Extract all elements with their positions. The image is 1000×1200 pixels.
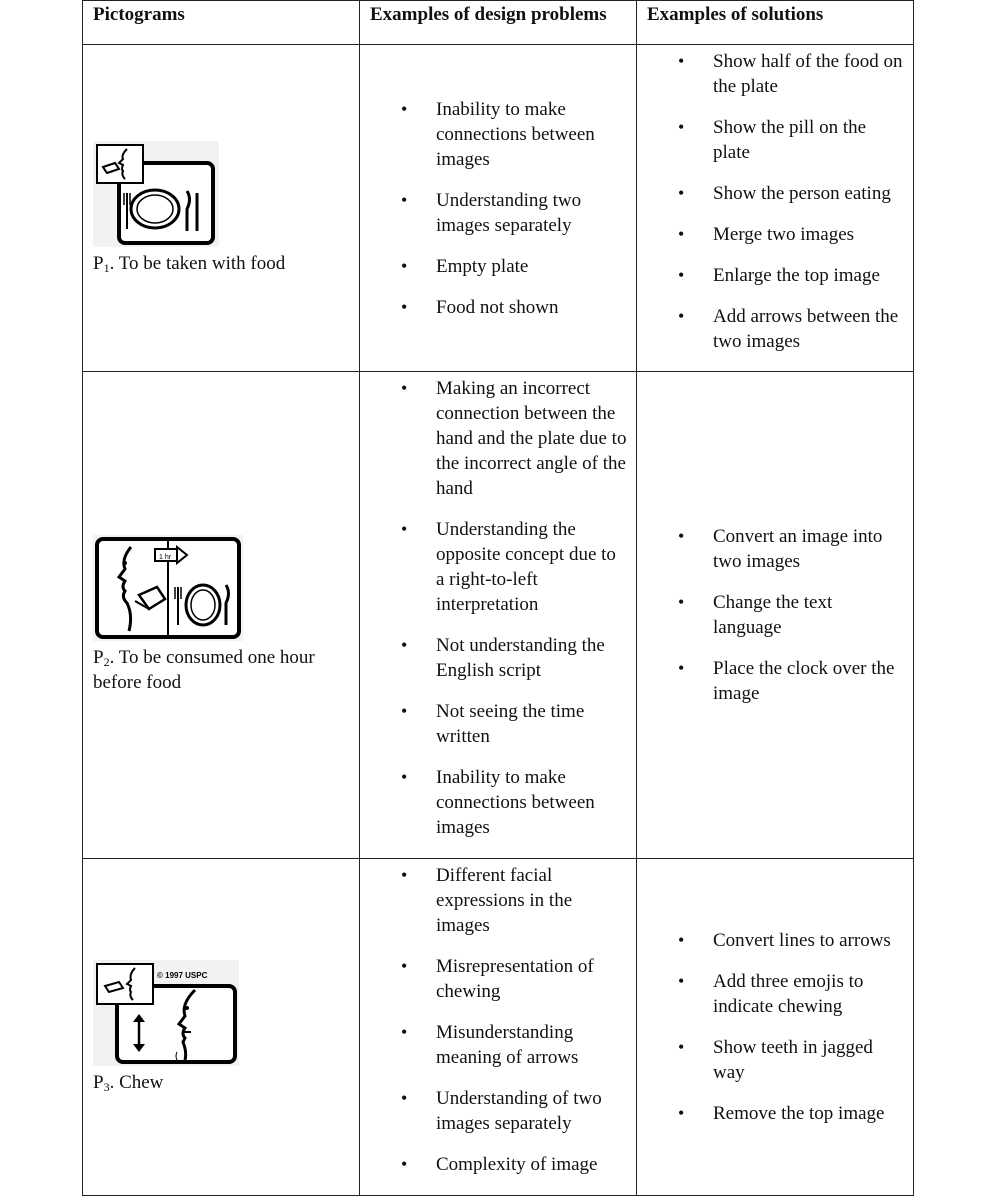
pictogram-cell <box>83 372 360 859</box>
table-row <box>83 45 914 372</box>
list-item: • Making an incorrect connection between the hand and the plate due to the incorrect angle of the hand <box>360 376 636 501</box>
table-row <box>83 372 914 859</box>
list-item: • Misrepresentation of chewing <box>360 954 636 1004</box>
list-item: • Inability to make connections between images <box>360 97 636 172</box>
time-label-icon: 1 hr <box>159 554 172 561</box>
pictogram-caption: $P_3$. Chew <box>93 1071 164 1094</box>
solutions-list <box>637 928 913 1126</box>
pictogram-caption: $P_2$. To be consumed one hour before food <box>93 647 315 693</box>
list-item: • Understanding the opposite concept due to a right-to-left interpretation <box>360 517 636 617</box>
list-item: • Show teeth in jagged way <box>637 1035 913 1085</box>
list-item: • Enlarge the top image <box>637 263 913 288</box>
solutions-list <box>637 49 913 354</box>
list-item: • Inability to make connections between images <box>360 765 636 840</box>
list-item: • Show the pill on the plate <box>637 115 913 165</box>
list-item: • Place the clock over the image <box>637 656 913 706</box>
solutions-cell <box>637 45 914 372</box>
pictogram-cell <box>83 859 360 1196</box>
list-item: • Not seeing the time written <box>360 699 636 749</box>
list-item: • Add three emojis to indicate chewing <box>637 969 913 1019</box>
list-item: • Understanding of two images separately <box>360 1086 636 1136</box>
pictogram-caption: $P_1$. To be taken with food <box>93 252 286 275</box>
list-item: • Change the text language <box>637 590 913 640</box>
table-row <box>83 859 914 1196</box>
header-row <box>83 1 914 45</box>
list-item: • Convert an image into two images <box>637 524 913 574</box>
list-item: • Misunderstanding meaning of arrows <box>360 1020 636 1070</box>
list-item: • Different facial expressions in the images <box>360 863 636 938</box>
pictogram-table <box>82 0 914 1196</box>
list-item: • Convert lines to arrows <box>637 928 913 953</box>
problems-cell <box>360 859 637 1196</box>
list-item: • Show the person eating <box>637 181 913 206</box>
problems-list <box>360 97 636 320</box>
list-item: • Merge two images <box>637 222 913 247</box>
chew-pictogram-icon <box>93 960 359 1066</box>
list-item: • Complexity of image <box>360 1152 636 1177</box>
list-item: • Not understanding the English script <box>360 633 636 683</box>
take-with-food-pictogram-icon <box>93 141 359 247</box>
solutions-list <box>637 524 913 706</box>
header-solutions: Examples of solutions <box>637 1 914 45</box>
problems-list <box>360 376 636 840</box>
header-design-problems: Examples of design problems <box>360 1 637 45</box>
list-item: • Food not shown <box>360 295 636 320</box>
list-item: • Add arrows between the two images <box>637 304 913 354</box>
one-hour-before-food-pictogram-icon <box>93 535 359 641</box>
problems-cell <box>360 372 637 859</box>
list-item: • Understanding two images separately <box>360 188 636 238</box>
list-item: • Remove the top image <box>637 1101 913 1126</box>
problems-cell <box>360 45 637 372</box>
solutions-cell <box>637 372 914 859</box>
list-item: • Show half of the food on the plate <box>637 49 913 99</box>
header-pictograms: Pictograms <box>83 1 360 45</box>
copyright-label-icon: © 1997 USPC <box>157 970 208 980</box>
solutions-cell <box>637 859 914 1196</box>
list-item: • Empty plate <box>360 254 636 279</box>
problems-list <box>360 863 636 1177</box>
pictogram-cell <box>83 45 360 372</box>
